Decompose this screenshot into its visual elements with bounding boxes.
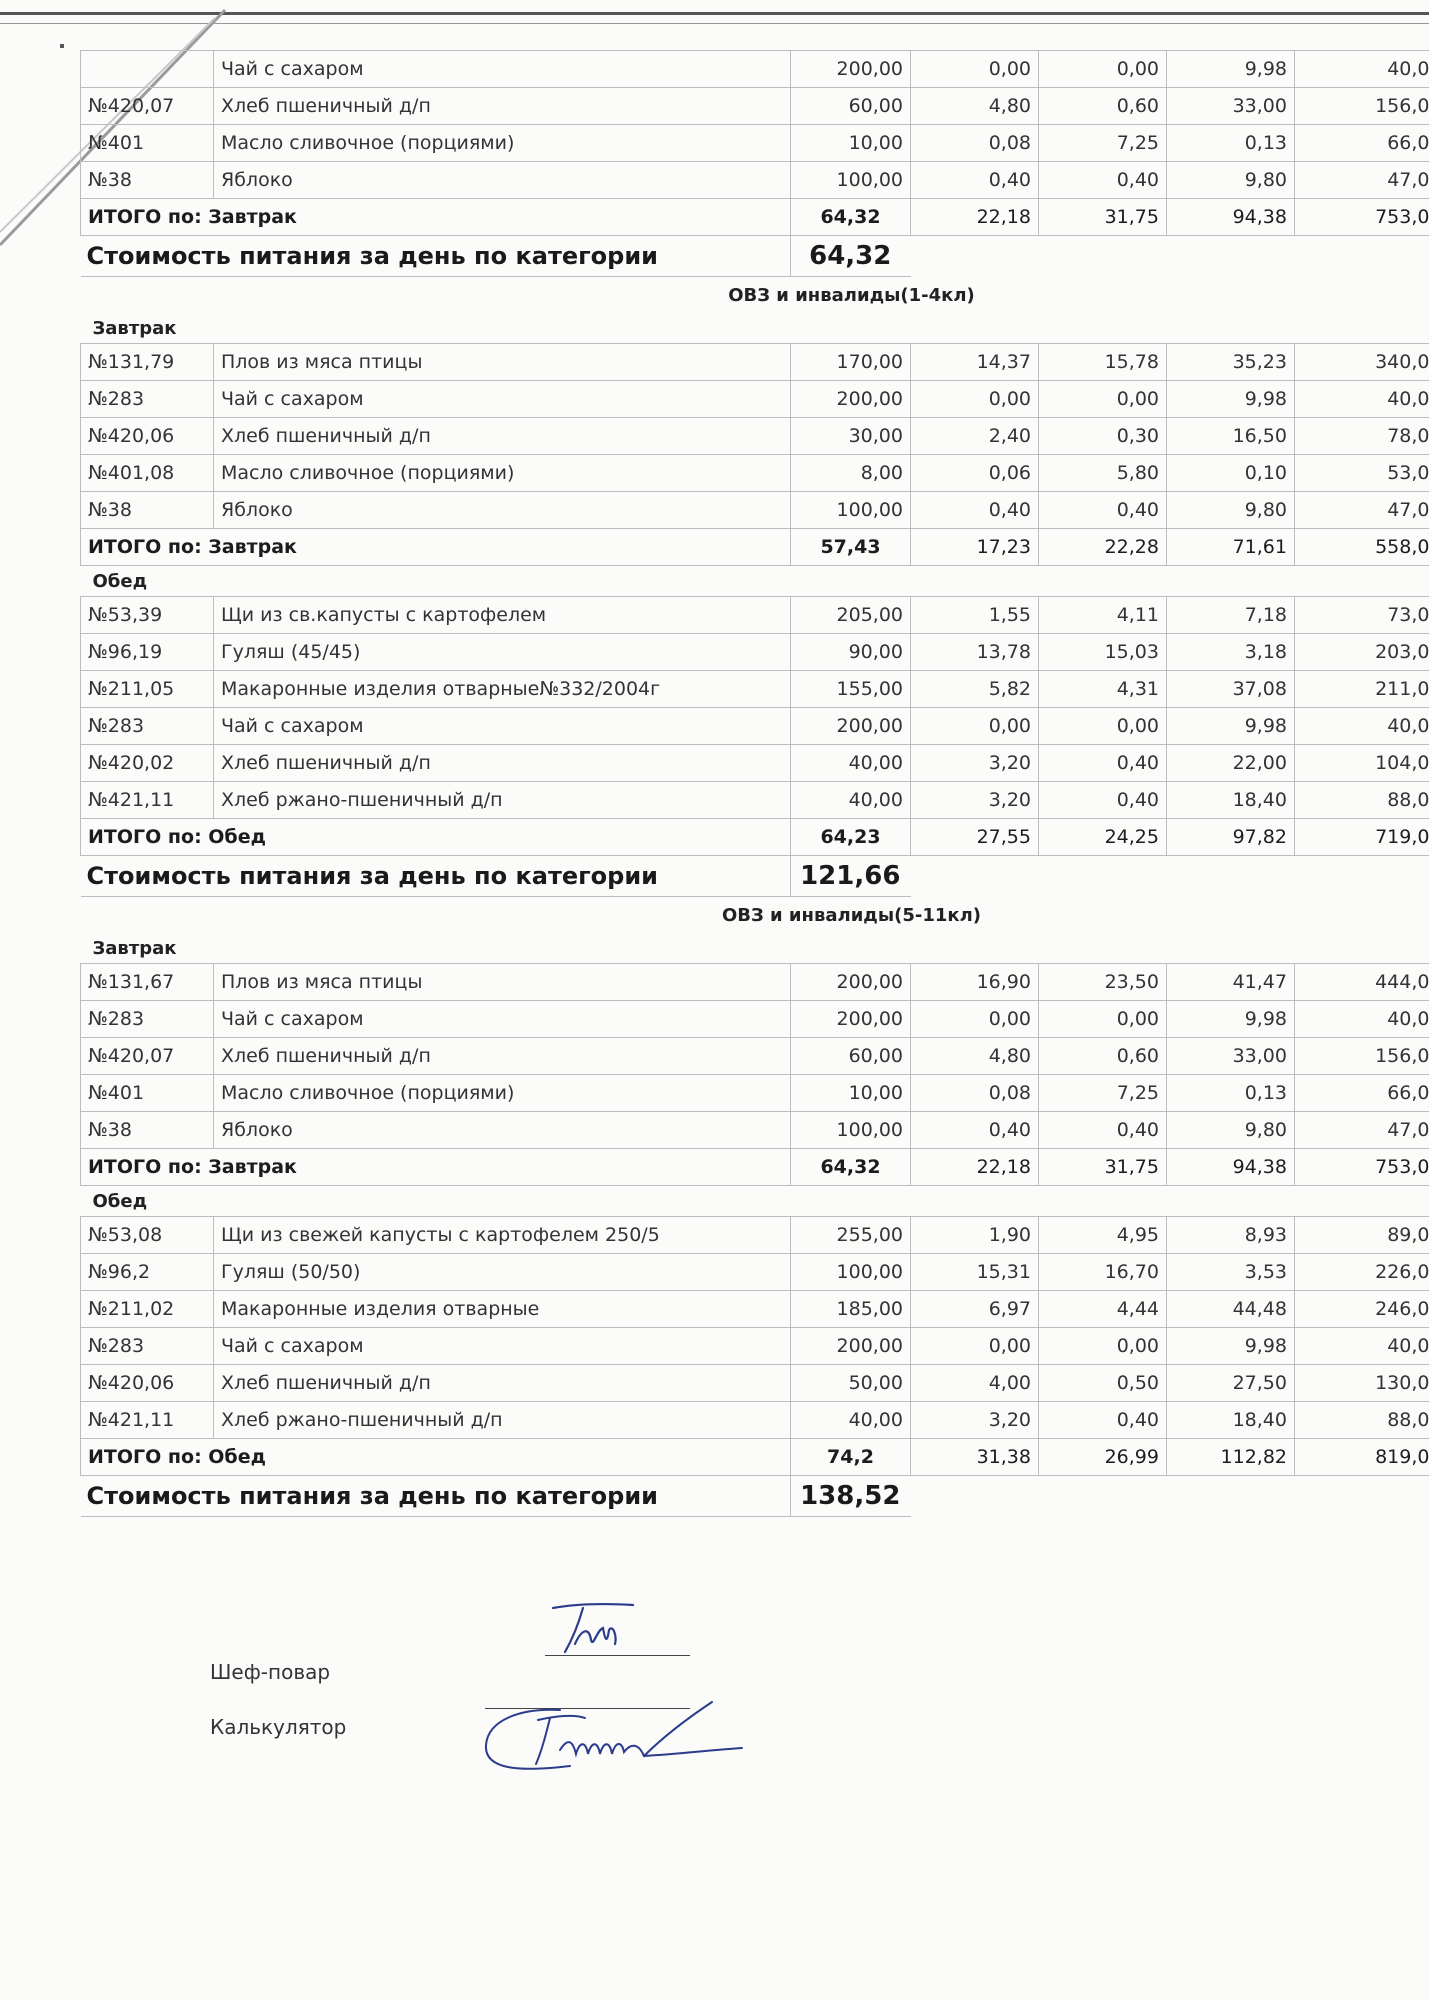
meal-heading-row <box>81 1186 1429 1217</box>
dish-name-cell: Хлеб ржано-пшеничный д/п <box>214 782 791 819</box>
meal-total-row <box>81 819 1429 856</box>
meal-heading-row <box>81 313 1429 344</box>
protein-cell: 0,08 <box>911 1075 1039 1112</box>
total-fat-cell: 31,75 <box>1039 1149 1167 1186</box>
protein-cell: 3,20 <box>911 782 1039 819</box>
dish-name-cell: Хлеб пшеничный д/п <box>214 88 791 125</box>
daily-cost-row <box>81 236 1429 277</box>
table-row <box>81 1112 1429 1149</box>
daily-cost-filler <box>911 236 1429 277</box>
dish-code-cell: №283 <box>81 708 214 745</box>
dish-code-cell: №420,07 <box>81 1038 214 1075</box>
weight-cell: 200,00 <box>791 381 911 418</box>
weight-cell: 10,00 <box>791 1075 911 1112</box>
total-kcal-cell: 558,0 <box>1295 529 1429 566</box>
dish-code-cell: №38 <box>81 162 214 199</box>
fat-cell: 16,70 <box>1039 1254 1167 1291</box>
total-protein-cell: 22,18 <box>911 1149 1039 1186</box>
table-row <box>81 708 1429 745</box>
protein-cell: 1,90 <box>911 1217 1039 1254</box>
total-fat-cell: 24,25 <box>1039 819 1167 856</box>
total-weight-cell: 74,2 <box>791 1439 911 1476</box>
kcal-cell: 66,0 <box>1295 125 1429 162</box>
kcal-cell: 40,0 <box>1295 51 1429 88</box>
dish-code-cell: №53,08 <box>81 1217 214 1254</box>
table-row <box>81 1402 1429 1439</box>
fat-cell: 0,60 <box>1039 88 1167 125</box>
fat-cell: 0,40 <box>1039 162 1167 199</box>
kcal-cell: 66,0 <box>1295 1075 1429 1112</box>
weight-cell: 40,00 <box>791 745 911 782</box>
table-row <box>81 125 1429 162</box>
carbs-cell: 0,13 <box>1167 1075 1295 1112</box>
fat-cell: 0,50 <box>1039 1365 1167 1402</box>
total-fat-cell: 31,75 <box>1039 199 1167 236</box>
chef-label: Шеф-повар <box>210 1660 331 1684</box>
protein-cell: 4,80 <box>911 88 1039 125</box>
kcal-cell: 73,0 <box>1295 597 1429 634</box>
table-row <box>81 1291 1429 1328</box>
carbs-cell: 9,98 <box>1167 708 1295 745</box>
protein-cell: 0,00 <box>911 1001 1039 1038</box>
total-carbs-cell: 94,38 <box>1167 1149 1295 1186</box>
fat-cell: 15,78 <box>1039 344 1167 381</box>
fat-cell: 4,44 <box>1039 1291 1167 1328</box>
carbs-cell: 33,00 <box>1167 88 1295 125</box>
protein-cell: 0,08 <box>911 125 1039 162</box>
kcal-cell: 246,0 <box>1295 1291 1429 1328</box>
fat-cell: 4,11 <box>1039 597 1167 634</box>
carbs-cell: 0,10 <box>1167 455 1295 492</box>
fat-cell: 0,00 <box>1039 708 1167 745</box>
dish-name-cell: Яблоко <box>214 1112 791 1149</box>
protein-cell: 16,90 <box>911 964 1039 1001</box>
protein-cell: 13,78 <box>911 634 1039 671</box>
total-carbs-cell: 71,61 <box>1167 529 1295 566</box>
weight-cell: 100,00 <box>791 1112 911 1149</box>
protein-cell: 2,40 <box>911 418 1039 455</box>
table-row <box>81 1038 1429 1075</box>
protein-cell: 0,00 <box>911 381 1039 418</box>
table-row <box>81 51 1429 88</box>
meal-total-row <box>81 199 1429 236</box>
kcal-cell: 53,0 <box>1295 455 1429 492</box>
carbs-cell: 3,18 <box>1167 634 1295 671</box>
meal-total-label: ИТОГО по: Обед <box>81 819 791 856</box>
table-row <box>81 1001 1429 1038</box>
meal-total-row <box>81 529 1429 566</box>
carbs-cell: 9,80 <box>1167 492 1295 529</box>
carbs-cell: 0,13 <box>1167 125 1295 162</box>
weight-cell: 100,00 <box>791 162 911 199</box>
weight-cell: 200,00 <box>791 1328 911 1365</box>
carbs-cell: 18,40 <box>1167 782 1295 819</box>
table-row <box>81 418 1429 455</box>
weight-cell: 100,00 <box>791 1254 911 1291</box>
total-kcal-cell: 719,0 <box>1295 819 1429 856</box>
dish-name-cell: Щи из свежей капусты с картофелем 250/5 <box>214 1217 791 1254</box>
fat-cell: 0,40 <box>1039 782 1167 819</box>
kcal-cell: 226,0 <box>1295 1254 1429 1291</box>
carbs-cell: 9,98 <box>1167 1001 1295 1038</box>
protein-cell: 0,40 <box>911 162 1039 199</box>
dish-name-cell: Хлеб пшеничный д/п <box>214 1365 791 1402</box>
fat-cell: 4,31 <box>1039 671 1167 708</box>
protein-cell: 0,00 <box>911 1328 1039 1365</box>
dish-code-cell: №421,11 <box>81 1402 214 1439</box>
weight-cell: 60,00 <box>791 88 911 125</box>
calculator-label: Калькулятор <box>210 1715 347 1739</box>
carbs-cell: 16,50 <box>1167 418 1295 455</box>
meal-total-label: ИТОГО по: Обед <box>81 1439 791 1476</box>
total-fat-cell: 26,99 <box>1039 1439 1167 1476</box>
weight-cell: 100,00 <box>791 492 911 529</box>
meal-total-label: ИТОГО по: Завтрак <box>81 529 791 566</box>
kcal-cell: 89,0 <box>1295 1217 1429 1254</box>
fat-cell: 0,00 <box>1039 1001 1167 1038</box>
table-row <box>81 492 1429 529</box>
fat-cell: 0,00 <box>1039 1328 1167 1365</box>
weight-cell: 40,00 <box>791 1402 911 1439</box>
dish-name-cell: Хлеб пшеничный д/п <box>214 418 791 455</box>
category-heading: ОВЗ и инвалиды(5-11кл) <box>721 904 982 926</box>
carbs-cell: 41,47 <box>1167 964 1295 1001</box>
dish-code-cell: №401 <box>81 125 214 162</box>
carbs-cell: 33,00 <box>1167 1038 1295 1075</box>
protein-cell: 0,06 <box>911 455 1039 492</box>
daily-cost-filler <box>911 1476 1429 1517</box>
kcal-cell: 444,0 <box>1295 964 1429 1001</box>
dish-code-cell: №401 <box>81 1075 214 1112</box>
daily-cost-label: Стоимость питания за день по категории <box>81 856 791 897</box>
kcal-cell: 340,0 <box>1295 344 1429 381</box>
carbs-cell: 9,98 <box>1167 1328 1295 1365</box>
weight-cell: 255,00 <box>791 1217 911 1254</box>
carbs-cell: 9,80 <box>1167 1112 1295 1149</box>
dish-code-cell: №420,07 <box>81 88 214 125</box>
total-carbs-cell: 97,82 <box>1167 819 1295 856</box>
weight-cell: 30,00 <box>791 418 911 455</box>
dish-name-cell: Хлеб ржано-пшеничный д/п <box>214 1402 791 1439</box>
dish-name-cell: Чай с сахаром <box>214 51 791 88</box>
weight-cell: 10,00 <box>791 125 911 162</box>
dish-name-cell: Масло сливочное (порциями) <box>214 125 791 162</box>
category-heading: ОВЗ и инвалиды(1-4кл) <box>728 284 975 306</box>
table-row <box>81 671 1429 708</box>
fat-cell: 15,03 <box>1039 634 1167 671</box>
total-weight-cell: 64,32 <box>791 1149 911 1186</box>
table-row <box>81 88 1429 125</box>
dish-name-cell: Хлеб пшеничный д/п <box>214 1038 791 1075</box>
kcal-cell: 78,0 <box>1295 418 1429 455</box>
total-protein-cell: 27,55 <box>911 819 1039 856</box>
total-weight-cell: 64,23 <box>791 819 911 856</box>
protein-cell: 3,20 <box>911 745 1039 782</box>
weight-cell: 200,00 <box>791 708 911 745</box>
daily-cost-value: 121,66 <box>791 856 911 897</box>
table-row <box>81 964 1429 1001</box>
protein-cell: 14,37 <box>911 344 1039 381</box>
kcal-cell: 40,0 <box>1295 708 1429 745</box>
carbs-cell: 22,00 <box>1167 745 1295 782</box>
dish-code-cell: №96,2 <box>81 1254 214 1291</box>
fat-cell: 7,25 <box>1039 1075 1167 1112</box>
table-row <box>81 1217 1429 1254</box>
meal-heading: Завтрак <box>92 317 177 339</box>
kcal-cell: 104,0 <box>1295 745 1429 782</box>
table-row <box>81 455 1429 492</box>
carbs-cell: 9,98 <box>1167 381 1295 418</box>
dish-code-cell: №96,19 <box>81 634 214 671</box>
fat-cell: 0,30 <box>1039 418 1167 455</box>
dish-name-cell: Щи из св.капусты с картофелем <box>214 597 791 634</box>
protein-cell: 3,20 <box>911 1402 1039 1439</box>
kcal-cell: 211,0 <box>1295 671 1429 708</box>
protein-cell: 4,00 <box>911 1365 1039 1402</box>
table-row <box>81 1254 1429 1291</box>
meal-heading-row <box>81 566 1429 597</box>
dish-name-cell: Гуляш (50/50) <box>214 1254 791 1291</box>
chef-signature <box>545 1600 655 1660</box>
dish-code-cell: №38 <box>81 1112 214 1149</box>
weight-cell: 155,00 <box>791 671 911 708</box>
fat-cell: 7,25 <box>1039 125 1167 162</box>
dish-code-cell: №420,02 <box>81 745 214 782</box>
carbs-cell: 3,53 <box>1167 1254 1295 1291</box>
dish-name-cell: Макаронные изделия отварные№332/2004г <box>214 671 791 708</box>
dish-name-cell: Хлеб пшеничный д/п <box>214 745 791 782</box>
dish-code-cell: №401,08 <box>81 455 214 492</box>
dish-code-cell: №420,06 <box>81 418 214 455</box>
carbs-cell: 18,40 <box>1167 1402 1295 1439</box>
weight-cell: 185,00 <box>791 1291 911 1328</box>
carbs-cell: 8,93 <box>1167 1217 1295 1254</box>
dish-code-cell: №283 <box>81 1328 214 1365</box>
table-row <box>81 1075 1429 1112</box>
meal-total-row <box>81 1149 1429 1186</box>
meal-heading: Обед <box>92 570 148 592</box>
table-row <box>81 782 1429 819</box>
kcal-cell: 47,0 <box>1295 1112 1429 1149</box>
total-kcal-cell: 819,0 <box>1295 1439 1429 1476</box>
kcal-cell: 88,0 <box>1295 1402 1429 1439</box>
dish-name-cell: Плов из мяса птицы <box>214 344 791 381</box>
signature-block <box>0 1590 1429 1790</box>
protein-cell: 0,40 <box>911 1112 1039 1149</box>
calculator-signature <box>480 1690 760 1780</box>
dish-name-cell: Чай с сахаром <box>214 708 791 745</box>
kcal-cell: 156,0 <box>1295 88 1429 125</box>
meal-total-label: ИТОГО по: Завтрак <box>81 1149 791 1186</box>
carbs-cell: 27,50 <box>1167 1365 1295 1402</box>
carbs-cell: 9,80 <box>1167 162 1295 199</box>
dish-code-cell: №131,79 <box>81 344 214 381</box>
weight-cell: 200,00 <box>791 1001 911 1038</box>
dish-code-cell <box>81 51 214 88</box>
kcal-cell: 47,0 <box>1295 162 1429 199</box>
kcal-cell: 47,0 <box>1295 492 1429 529</box>
fat-cell: 0,40 <box>1039 1112 1167 1149</box>
kcal-cell: 40,0 <box>1295 1001 1429 1038</box>
table-row <box>81 634 1429 671</box>
protein-cell: 1,55 <box>911 597 1039 634</box>
weight-cell: 50,00 <box>791 1365 911 1402</box>
dish-name-cell: Макаронные изделия отварные <box>214 1291 791 1328</box>
nutrition-document <box>80 50 1429 1517</box>
dish-code-cell: №53,39 <box>81 597 214 634</box>
daily-cost-row <box>81 856 1429 897</box>
kcal-cell: 130,0 <box>1295 1365 1429 1402</box>
daily-cost-label: Стоимость питания за день по категории <box>81 236 791 277</box>
total-protein-cell: 31,38 <box>911 1439 1039 1476</box>
total-protein-cell: 22,18 <box>911 199 1039 236</box>
dish-code-cell: №421,11 <box>81 782 214 819</box>
category-heading-row <box>81 277 1429 314</box>
weight-cell: 40,00 <box>791 782 911 819</box>
carbs-cell: 9,98 <box>1167 51 1295 88</box>
dish-code-cell: №283 <box>81 1001 214 1038</box>
dish-code-cell: №131,67 <box>81 964 214 1001</box>
kcal-cell: 203,0 <box>1295 634 1429 671</box>
table-row <box>81 344 1429 381</box>
fat-cell: 0,60 <box>1039 1038 1167 1075</box>
protein-cell: 4,80 <box>911 1038 1039 1075</box>
fat-cell: 5,80 <box>1039 455 1167 492</box>
weight-cell: 205,00 <box>791 597 911 634</box>
fat-cell: 0,00 <box>1039 51 1167 88</box>
total-protein-cell: 17,23 <box>911 529 1039 566</box>
dish-name-cell: Чай с сахаром <box>214 1001 791 1038</box>
carbs-cell: 35,23 <box>1167 344 1295 381</box>
meal-heading: Обед <box>92 1190 148 1212</box>
meal-heading-row <box>81 933 1429 964</box>
daily-cost-value: 138,52 <box>791 1476 911 1517</box>
carbs-cell: 44,48 <box>1167 1291 1295 1328</box>
dish-name-cell: Чай с сахаром <box>214 381 791 418</box>
daily-cost-row <box>81 1476 1429 1517</box>
weight-cell: 60,00 <box>791 1038 911 1075</box>
fat-cell: 0,00 <box>1039 381 1167 418</box>
fat-cell: 0,40 <box>1039 492 1167 529</box>
table-row <box>81 597 1429 634</box>
kcal-cell: 40,0 <box>1295 381 1429 418</box>
carbs-cell: 7,18 <box>1167 597 1295 634</box>
weight-cell: 170,00 <box>791 344 911 381</box>
weight-cell: 8,00 <box>791 455 911 492</box>
meal-heading: Завтрак <box>92 937 177 959</box>
fat-cell: 0,40 <box>1039 745 1167 782</box>
daily-cost-filler <box>911 856 1429 897</box>
dish-code-cell: №283 <box>81 381 214 418</box>
weight-cell: 200,00 <box>791 51 911 88</box>
menu-table <box>80 50 1429 1517</box>
total-weight-cell: 57,43 <box>791 529 911 566</box>
carbs-cell: 37,08 <box>1167 671 1295 708</box>
total-kcal-cell: 753,0 <box>1295 1149 1429 1186</box>
kcal-cell: 88,0 <box>1295 782 1429 819</box>
protein-cell: 5,82 <box>911 671 1039 708</box>
table-row <box>81 162 1429 199</box>
daily-cost-label: Стоимость питания за день по категории <box>81 1476 791 1517</box>
weight-cell: 200,00 <box>791 964 911 1001</box>
fat-cell: 0,40 <box>1039 1402 1167 1439</box>
fat-cell: 23,50 <box>1039 964 1167 1001</box>
dish-code-cell: №211,05 <box>81 671 214 708</box>
table-row <box>81 381 1429 418</box>
total-fat-cell: 22,28 <box>1039 529 1167 566</box>
protein-cell: 15,31 <box>911 1254 1039 1291</box>
table-row <box>81 1365 1429 1402</box>
fat-cell: 4,95 <box>1039 1217 1167 1254</box>
table-row <box>81 1328 1429 1365</box>
protein-cell: 6,97 <box>911 1291 1039 1328</box>
total-carbs-cell: 94,38 <box>1167 199 1295 236</box>
dish-code-cell: №211,02 <box>81 1291 214 1328</box>
meal-total-label: ИТОГО по: Завтрак <box>81 199 791 236</box>
protein-cell: 0,00 <box>911 51 1039 88</box>
daily-cost-value: 64,32 <box>791 236 911 277</box>
category-heading-row <box>81 897 1429 934</box>
total-carbs-cell: 112,82 <box>1167 1439 1295 1476</box>
dish-name-cell: Яблоко <box>214 162 791 199</box>
dish-name-cell: Чай с сахаром <box>214 1328 791 1365</box>
kcal-cell: 40,0 <box>1295 1328 1429 1365</box>
total-kcal-cell: 753,0 <box>1295 199 1429 236</box>
protein-cell: 0,40 <box>911 492 1039 529</box>
dish-name-cell: Яблоко <box>214 492 791 529</box>
dish-code-cell: №38 <box>81 492 214 529</box>
protein-cell: 0,00 <box>911 708 1039 745</box>
dish-name-cell: Плов из мяса птицы <box>214 964 791 1001</box>
kcal-cell: 156,0 <box>1295 1038 1429 1075</box>
weight-cell: 90,00 <box>791 634 911 671</box>
dish-name-cell: Гуляш (45/45) <box>214 634 791 671</box>
dish-name-cell: Масло сливочное (порциями) <box>214 455 791 492</box>
dish-name-cell: Масло сливочное (порциями) <box>214 1075 791 1112</box>
dish-code-cell: №420,06 <box>81 1365 214 1402</box>
total-weight-cell: 64,32 <box>791 199 911 236</box>
meal-total-row <box>81 1439 1429 1476</box>
table-row <box>81 745 1429 782</box>
